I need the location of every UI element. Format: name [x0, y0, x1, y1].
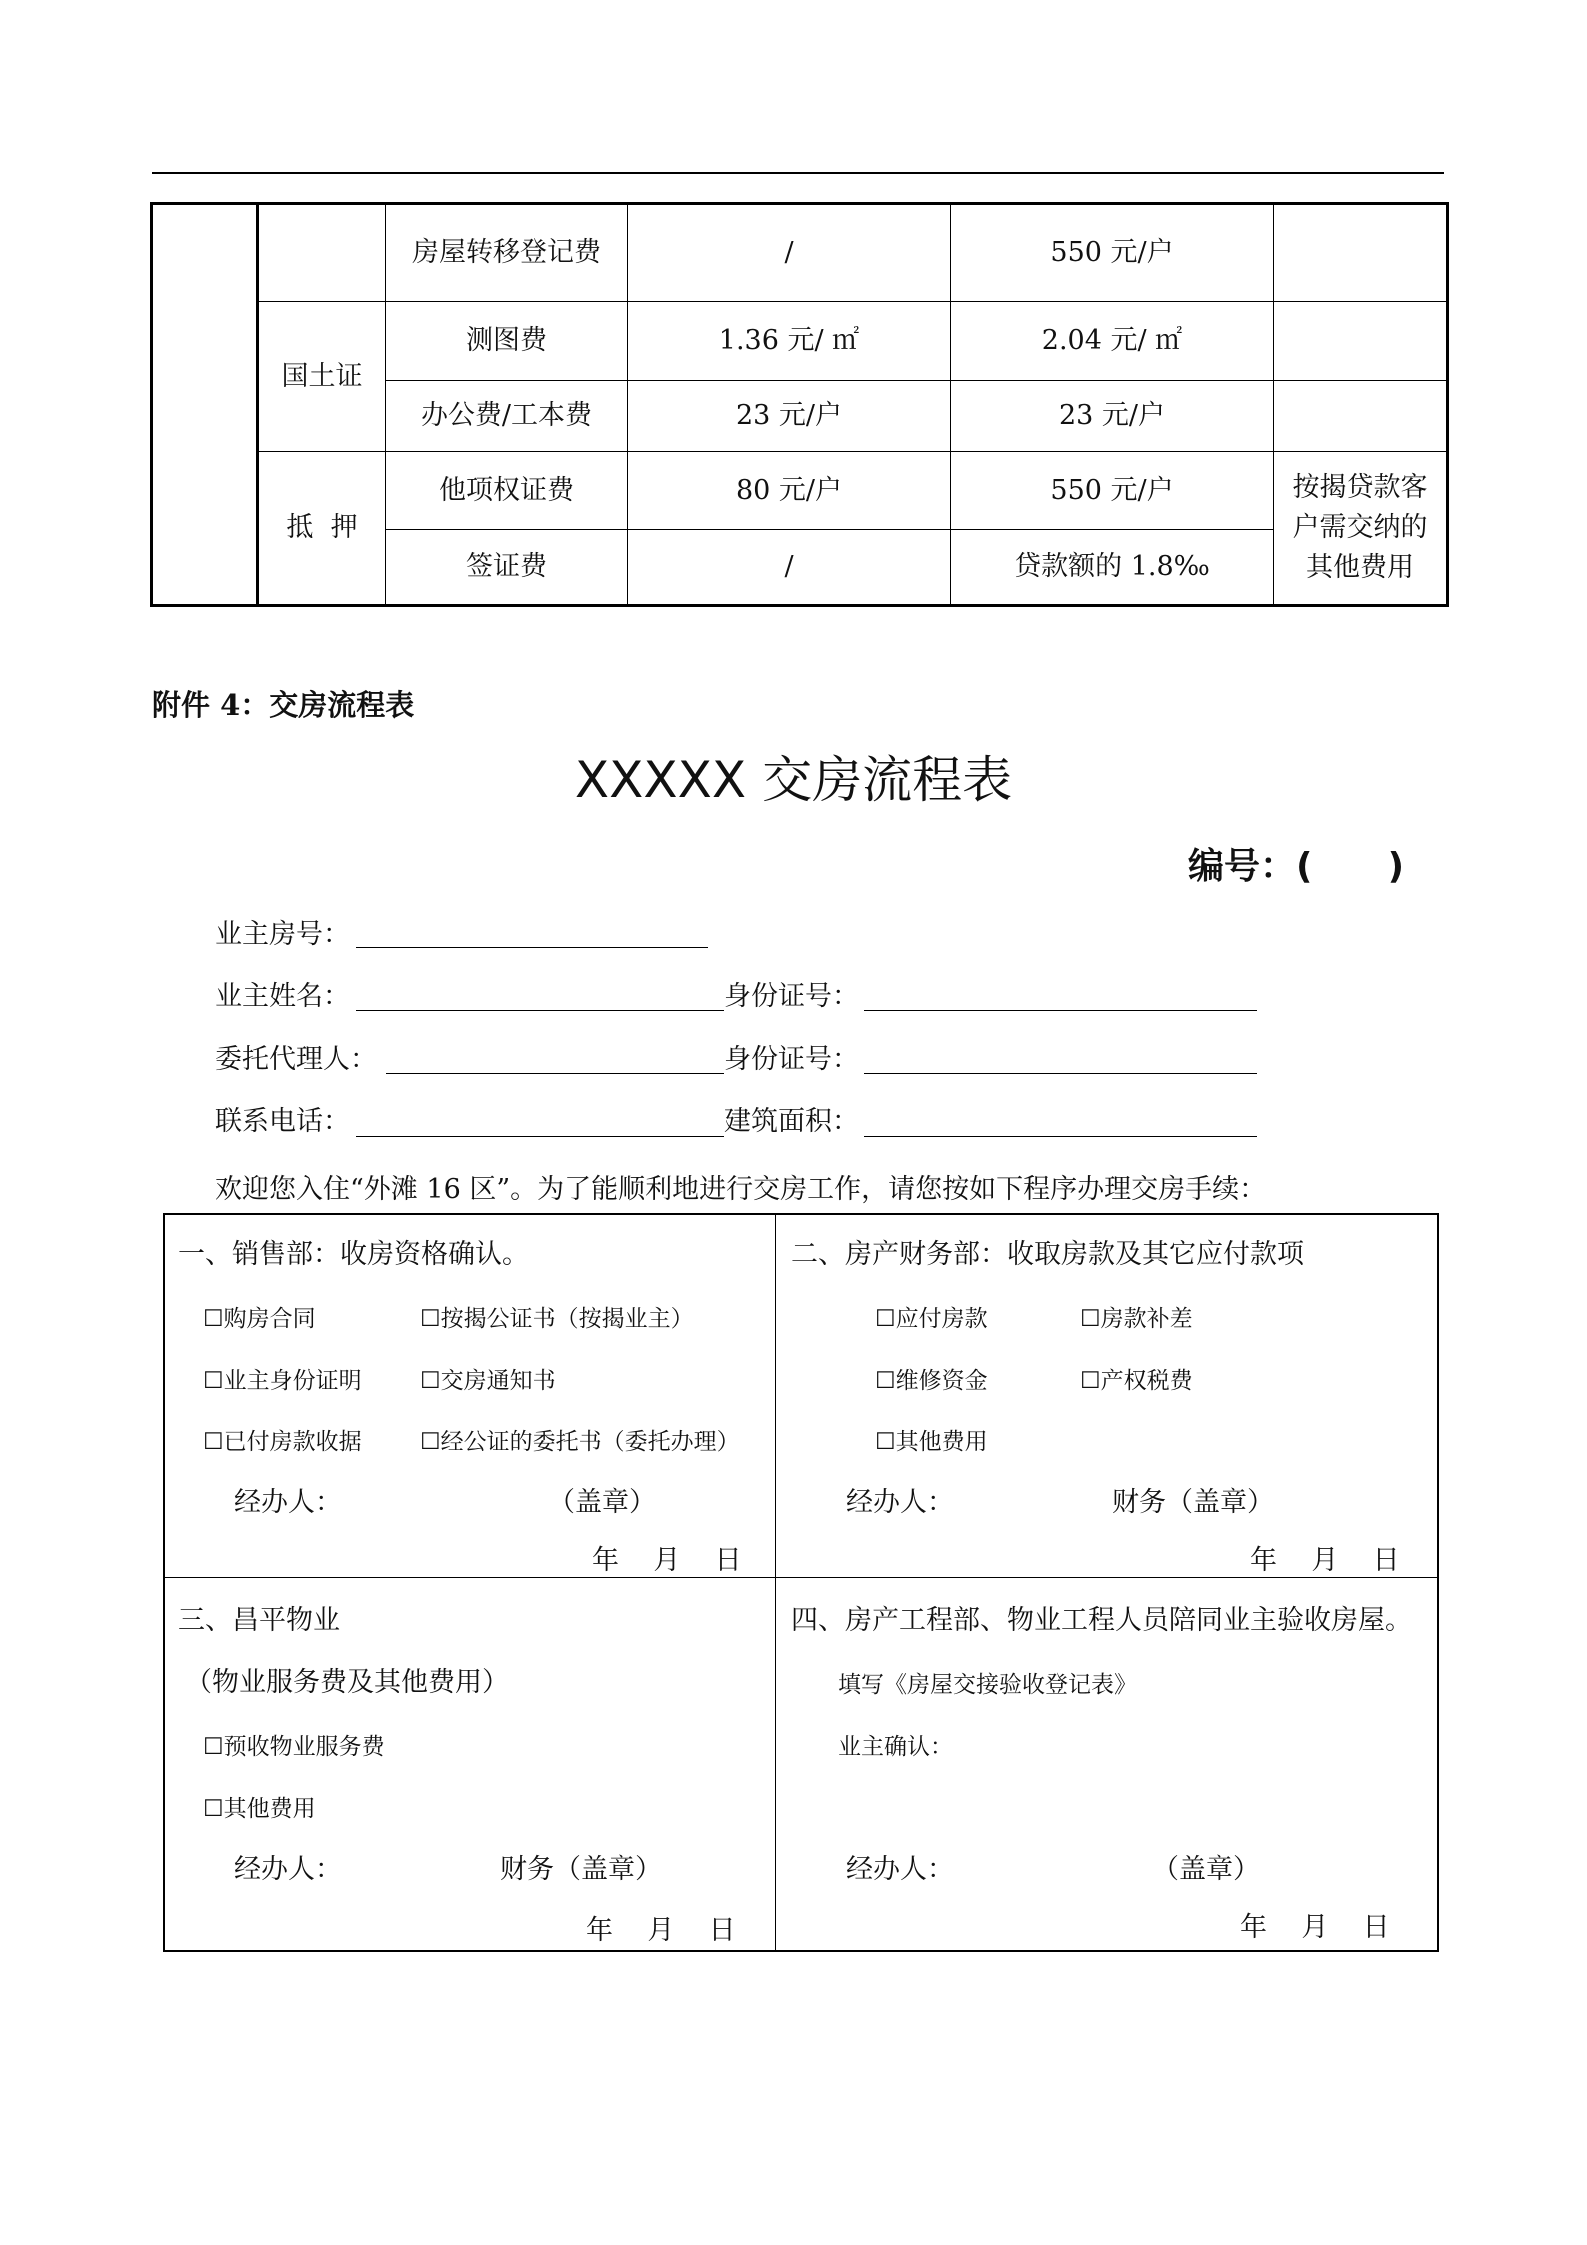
grid-divider	[775, 1213, 776, 1950]
fee-item: 办公费/工本费	[386, 381, 628, 452]
fee-value: 23 元/户	[628, 381, 951, 452]
step3-heading: 三、昌平物业	[178, 1605, 340, 1636]
page-title: XXXXX 交房流程表	[574, 751, 1013, 809]
room-no-label: 业主房号：	[215, 919, 350, 950]
step3-handler: 经办人：	[234, 1854, 342, 1885]
fee-item: 他项权证费	[386, 452, 628, 530]
step3-subheading: （物业服务费及其他费用）	[185, 1667, 509, 1698]
id-no-label: 身份证号：	[724, 981, 859, 1012]
checkbox-item[interactable]: ☐业主身份证明	[203, 1368, 362, 1394]
step3-seal: 财务（盖章）	[500, 1854, 662, 1885]
checkbox-item[interactable]: ☐购房合同	[203, 1306, 316, 1332]
checkbox-item[interactable]: ☐产权税费	[1080, 1368, 1193, 1394]
fee-note	[1274, 381, 1448, 452]
step3-date: 年 月 日	[586, 1915, 736, 1946]
fee-value: 550 元/户	[951, 452, 1274, 530]
fee-group-label: 国土证	[258, 302, 386, 452]
annex-label: 附件 4：交房流程表	[152, 688, 415, 722]
table-row	[152, 452, 1448, 530]
fee-item: 签证费	[386, 530, 628, 606]
fee-note	[1274, 302, 1448, 381]
agent-label: 委托代理人：	[215, 1044, 377, 1075]
step4-heading: 四、房产工程部、物业工程人员陪同业主验收房屋。	[791, 1605, 1412, 1636]
checkbox-item[interactable]: ☐交房通知书	[420, 1368, 556, 1394]
fee-value: 550 元/户	[951, 204, 1274, 302]
id-no-field[interactable]	[864, 1010, 1257, 1011]
fee-item: 房屋转移登记费	[386, 204, 628, 302]
checkbox-item[interactable]: ☐已付房款收据	[203, 1429, 362, 1455]
checkbox-item[interactable]: ☐其他费用	[875, 1429, 988, 1455]
owner-name-label: 业主姓名：	[215, 981, 350, 1012]
checkbox-item[interactable]: ☐按揭公证书（按揭业主）	[420, 1306, 694, 1332]
owner-name-field[interactable]	[356, 1010, 724, 1011]
step4-line1: 填写《房屋交接验收登记表》	[838, 1672, 1137, 1698]
table-cell	[258, 204, 386, 302]
step2-seal: 财务（盖章）	[1112, 1487, 1274, 1518]
step4-seal: （盖章）	[1152, 1854, 1260, 1885]
step4-handler: 经办人：	[846, 1854, 954, 1885]
fee-note: 按揭贷款客户需交纳的其他费用	[1274, 452, 1448, 606]
fee-value: /	[628, 204, 951, 302]
serial-number: 编号：( )	[1188, 846, 1405, 887]
step1-handler: 经办人：	[234, 1487, 342, 1518]
step2-handler: 经办人：	[846, 1487, 954, 1518]
step2-heading: 二、房产财务部：收取房款及其它应付款项	[791, 1239, 1304, 1270]
header-rule	[152, 172, 1444, 174]
step1-date: 年 月 日	[592, 1545, 742, 1576]
fee-value: 80 元/户	[628, 452, 951, 530]
step1-seal: （盖章）	[548, 1487, 656, 1518]
fee-value: /	[628, 530, 951, 606]
checkbox-item[interactable]: ☐应付房款	[875, 1306, 988, 1332]
flow-grid	[163, 1213, 1439, 1952]
fee-group-label: 抵 押	[258, 452, 386, 606]
checkbox-item[interactable]: ☐维修资金	[875, 1368, 988, 1394]
step4-line2: 业主确认：	[838, 1734, 953, 1760]
phone-label: 联系电话：	[215, 1106, 350, 1137]
fee-value: 贷款额的 1.8‰	[951, 530, 1274, 606]
agent-field[interactable]	[386, 1073, 724, 1074]
id-no2-field[interactable]	[864, 1073, 1257, 1074]
phone-field[interactable]	[356, 1136, 724, 1137]
checkbox-item[interactable]: ☐其他费用	[203, 1796, 316, 1822]
step1-heading: 一、销售部：收房资格确认。	[178, 1239, 529, 1270]
checkbox-item[interactable]: ☐房款补差	[1080, 1306, 1193, 1332]
step2-date: 年 月 日	[1250, 1545, 1400, 1576]
id-no2-label: 身份证号：	[724, 1044, 859, 1075]
checkbox-item[interactable]: ☐经公证的委托书（委托办理）	[420, 1429, 740, 1455]
table-row	[152, 302, 1448, 381]
grid-divider	[163, 1577, 1437, 1578]
fee-value: 23 元/户	[951, 381, 1274, 452]
room-no-field[interactable]	[356, 947, 708, 948]
fee-table	[150, 202, 1449, 607]
area-label: 建筑面积：	[724, 1106, 859, 1137]
fee-item: 测图费	[386, 302, 628, 381]
fee-value: 2.04 元/ ㎡	[951, 302, 1274, 381]
checkbox-item[interactable]: ☐预收物业服务费	[203, 1734, 385, 1760]
step4-date: 年 月 日	[1240, 1912, 1390, 1943]
table-cell	[152, 204, 258, 606]
table-row	[152, 204, 1448, 302]
area-field[interactable]	[864, 1136, 1257, 1137]
fee-note	[1274, 204, 1448, 302]
intro-text: 欢迎您入住“外滩 16 区”。为了能顺利地进行交房工作，请您按如下程序办理交房手续：	[215, 1174, 1267, 1205]
fee-value: 1.36 元/ ㎡	[628, 302, 951, 381]
